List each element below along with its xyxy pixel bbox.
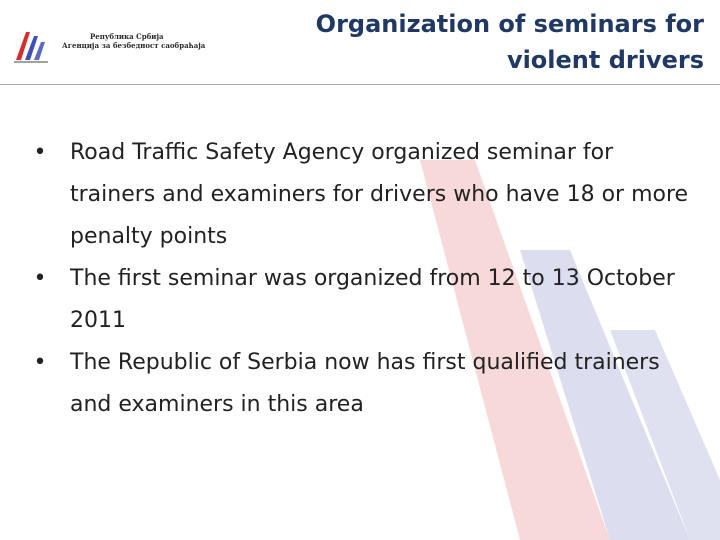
agency-logo	[12, 26, 206, 66]
slide-title	[264, 6, 704, 78]
bullet-marker: •	[33, 140, 47, 165]
bullet-item	[30, 342, 690, 426]
logo-country-name: Република Србија	[90, 32, 164, 41]
bullet-text: Road Traffic Safety Agency organized seminar for trainers and examiners for drivers who have 18 or more penalty points	[70, 140, 689, 249]
bullet-marker: •	[33, 266, 47, 291]
logo-text	[62, 32, 205, 50]
logo-agency-name: Агенција за безбедност саобраћаја	[62, 41, 206, 50]
bullet-text: The first seminar was organized from 12 to 13 October 2011	[70, 266, 675, 333]
bullet-item	[30, 258, 690, 342]
slide-title-line-1: Organization of seminars for	[315, 10, 704, 38]
title-divider	[0, 84, 720, 85]
slide-title-line-2: violent drivers	[506, 46, 704, 74]
logo-mark-icon	[12, 26, 54, 66]
bullet-list	[30, 132, 690, 426]
bullet-text: The Republic of Serbia now has first qualified trainers and examiners in this area	[70, 350, 660, 417]
bullet-marker: •	[33, 350, 47, 375]
bullet-item	[30, 132, 690, 258]
